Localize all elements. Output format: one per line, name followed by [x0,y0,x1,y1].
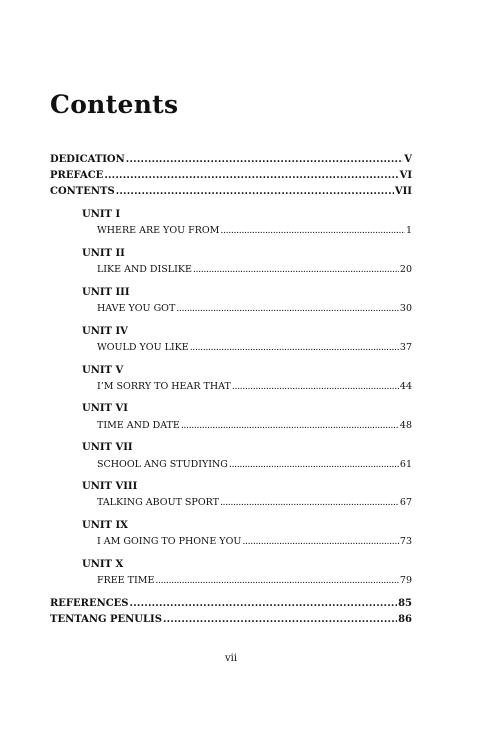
dot-leader [242,535,399,549]
toc-entry-page: 20 [399,264,412,275]
unit-heading: UNIT VII [82,442,133,453]
unit-heading: UNIT III [82,287,130,298]
toc-entry-page: 1 [405,225,412,236]
toc-entry-label: REFERENCES [50,598,129,609]
toc-entry-label: TALKING ABOUT SPORT [97,497,219,508]
toc-entry-contents[interactable] [50,185,412,199]
toc-entry-dedication[interactable] [50,153,412,167]
toc-entry-page: 61 [399,459,412,470]
unit-heading: UNIT VIII [82,481,138,492]
toc-entry-page: 44 [399,381,412,392]
toc-entry-unit-7[interactable] [97,458,412,472]
toc-entry-label: I’M SORRY TO HEAR THAT [97,381,231,392]
dot-leader [220,496,399,510]
toc-entry-unit-8[interactable] [97,496,412,510]
dot-leader [116,185,394,199]
toc-entry-label: PREFACE [50,170,104,181]
toc-entry-label: DEDICATION [50,154,125,165]
toc-entry-unit-6[interactable] [97,419,412,433]
unit-heading: UNIT IX [82,520,128,531]
toc-entry-page: V [404,154,412,165]
unit-heading: UNIT VI [82,403,128,414]
unit-heading: UNIT II [82,248,125,259]
toc-entry-preface[interactable] [50,169,412,183]
toc-entry-label: WHERE ARE YOU FROM [97,225,220,236]
toc-entry-label: CONTENTS [50,186,115,197]
dot-leader [126,153,403,167]
dot-leader [181,419,399,433]
dot-leader [193,263,399,277]
toc-entry-label: SCHOOL ANG STUDIYING [97,459,228,470]
dot-leader [104,169,398,183]
dot-leader [229,458,399,472]
toc-entry-page: 67 [399,497,412,508]
dot-leader [232,380,399,394]
toc-entry-label: FREE TIME [97,575,155,586]
unit-heading: UNIT IV [82,326,128,337]
dot-leader [220,224,405,238]
dot-leader [163,613,397,627]
toc-entry-page: VI [399,170,412,181]
toc-entry-page: 79 [399,575,412,586]
toc-entry-page: 73 [399,536,412,547]
toc-entry-label: I AM GOING TO PHONE YOU [97,536,242,547]
toc-entry-page: 86 [398,614,412,625]
dot-leader [155,574,399,588]
dot-leader [190,341,399,355]
toc-entry-label: LIKE AND DISLIKE [97,264,192,275]
toc-entry-unit-2[interactable] [97,263,412,277]
unit-heading: UNIT I [82,209,121,220]
page-title: Contents [50,90,179,119]
toc-entry-unit-5[interactable] [97,380,412,394]
toc-entry-references[interactable] [50,597,412,611]
dot-leader [130,597,398,611]
toc-entry-unit-9[interactable] [97,535,412,549]
toc-entry-label: TIME AND DATE [97,420,180,431]
toc-entry-label: TENTANG PENULIS [50,614,162,625]
unit-heading: UNIT X [82,559,124,570]
toc-entry-unit-3[interactable] [97,302,412,316]
toc-entry-unit-4[interactable] [97,341,412,355]
toc-entry-page: 85 [398,598,412,609]
page-number: vii [224,653,238,664]
toc-entry-page: 48 [399,420,412,431]
toc-entry-label: WOULD YOU LIKE [97,342,189,353]
toc-entry-page: 37 [399,342,412,353]
toc-entry-unit-1[interactable] [97,224,412,238]
toc-entry-label: HAVE YOU GOT [97,303,176,314]
toc-entry-unit-10[interactable] [97,574,412,588]
toc-entry-page: 30 [399,303,412,314]
toc-entry-page: VII [394,186,412,197]
toc-entry-tentang-penulis[interactable] [50,613,412,627]
dot-leader [176,302,399,316]
unit-heading: UNIT V [82,365,124,376]
